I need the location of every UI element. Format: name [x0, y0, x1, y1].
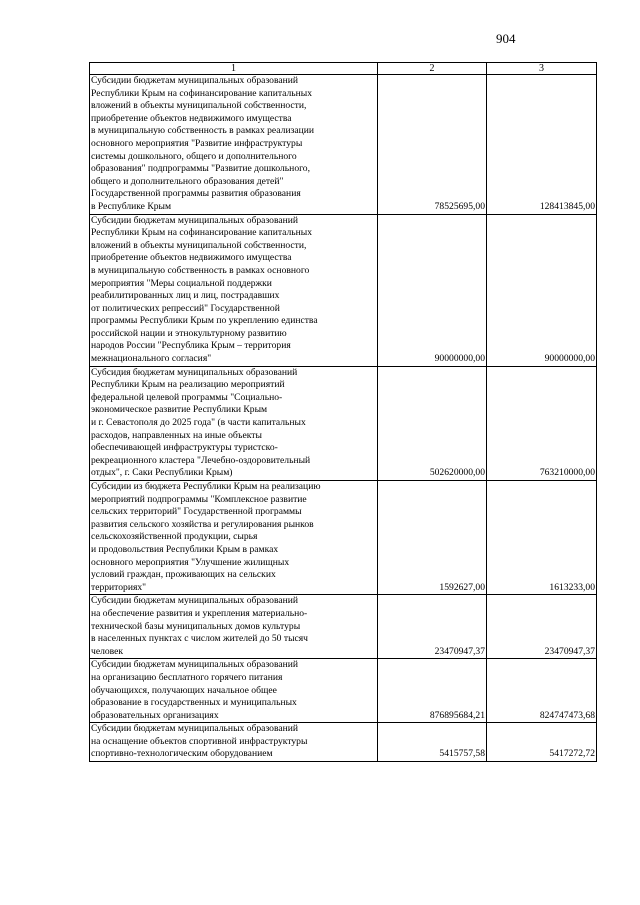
row-value-col2: 1592627,00: [378, 481, 487, 595]
row-value-col2: 502620000,00: [378, 366, 487, 480]
row-value-col3: 90000000,00: [487, 214, 597, 366]
row-value-col2: 876895684,21: [378, 659, 487, 723]
row-description: Субсидии бюджетам муниципальных образований Республики Крым на софинансирование капитальных вложений в объекты муниципальной собственности, приобретение объектов недвижимого имущества в муниципальную собственность в рамках реализации основного мероприятия "Развитие инфраструктуры системы дошкольного, общего и дополнительного образования" подпрограммы "Развитие дошкольного, общего и дополнительного образования детей" Государственной программы развития образования в Республике Крым: [90, 75, 378, 215]
row-value-col3: 128413845,00: [487, 75, 597, 215]
budget-table: [89, 62, 597, 762]
column-header-2: 2: [378, 63, 487, 75]
page-number: 904: [496, 31, 516, 46]
row-value-col2: 5415757,58: [378, 723, 487, 762]
row-value-col3: 5417272,72: [487, 723, 597, 762]
row-description: Субсидии бюджетам муниципальных образований на обеспечение развития и укрепления материально- технической базы муниципальных домов культуры в населенных пунктах с числом жителей до 50 тысяч человек: [90, 595, 378, 659]
row-description: Субсидии из бюджета Республики Крым на реализацию мероприятий подпрограммы "Комплексное развитие сельских территорий" Государственной программы развития сельского хозяйства и регулирования рынков сельскохозяйственной продукции, сырья и продовольствия Республики Крым в рамках основного мероприятия "Улучшение жилищных условий граждан, проживающих на сельских территориях": [90, 481, 378, 595]
row-description: Субсидии бюджетам муниципальных образований на оснащение объектов спортивной инфраструктуры спортивно-технологическим оборудованием: [90, 723, 378, 762]
row-value-col3: 763210000,00: [487, 366, 597, 480]
table-header-row: [90, 63, 597, 75]
table-row: [90, 366, 597, 480]
row-value-col3: 23470947,37: [487, 595, 597, 659]
row-description: Субсидии бюджетам муниципальных образований Республики Крым на софинансирование капитальных вложений в объекты муниципальной собственности, приобретение объектов недвижимого имущества в муниципальную собственность в рамках основного мероприятия "Меры социальной поддержки реабилитированных лиц и лиц, пострадавших от политических репрессий" Государственной программы Республики Крым по укреплению единства российской нации и этнокультурному развитию народов России "Республика Крым – территория межнационального согласия": [90, 214, 378, 366]
table-row: [90, 75, 597, 215]
row-value-col2: 78525695,00: [378, 75, 487, 215]
column-header-1: 1: [90, 63, 378, 75]
table-row: [90, 659, 597, 723]
row-value-col3: 824747473,68: [487, 659, 597, 723]
row-description: Субсидия бюджетам муниципальных образований Республики Крым на реализацию мероприятий федеральной целевой программы "Социально- экономическое развитие Республики Крым и г. Севастополя до 2025 года" (в части капитальных расходов, направленных на иные объекты обеспечивающей инфраструктуры туристско- рекреационного кластера "Лечебно-оздоровительный отдых", г. Саки Республики Крым): [90, 366, 378, 480]
row-value-col2: 90000000,00: [378, 214, 487, 366]
table-row: [90, 214, 597, 366]
row-description: Субсидии бюджетам муниципальных образований на организацию бесплатного горячего питания обучающихся, получающих начальное общее образование в государственных и муниципальных образовательных организациях: [90, 659, 378, 723]
table-row: [90, 481, 597, 595]
table-row: [90, 595, 597, 659]
table-row: [90, 723, 597, 762]
row-value-col3: 1613233,00: [487, 481, 597, 595]
row-value-col2: 23470947,37: [378, 595, 487, 659]
column-header-3: 3: [487, 63, 597, 75]
